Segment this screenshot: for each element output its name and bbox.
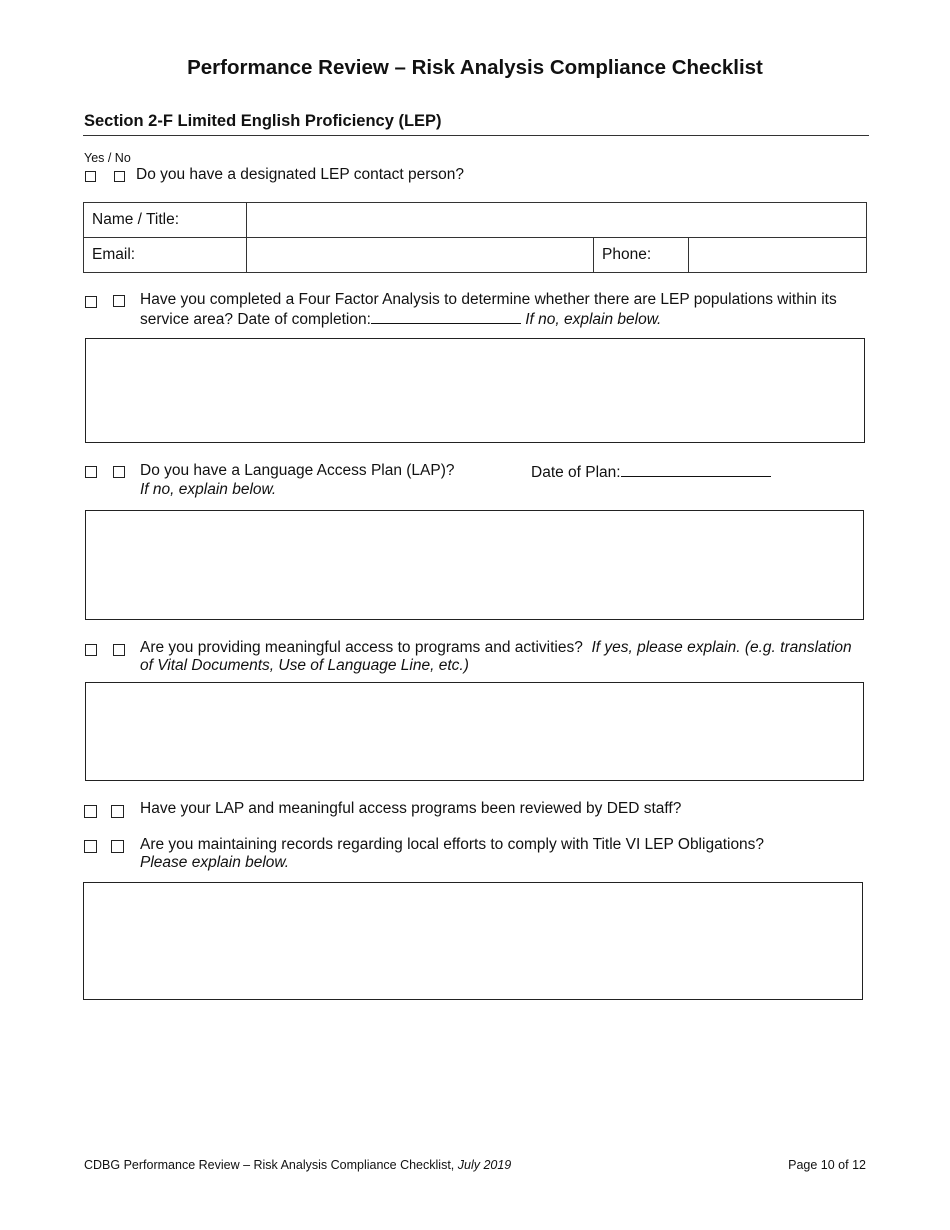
q3-date-label: Date of Plan: [531, 464, 621, 481]
section-divider [83, 135, 869, 136]
q1-question: Do you have a designated LEP contact person? [136, 166, 465, 183]
q5-no-checkbox[interactable] [111, 805, 124, 818]
q2-date-label: service area? Date of completion: [140, 311, 371, 328]
q4-yes-checkbox[interactable] [85, 644, 97, 656]
q6-no-checkbox[interactable] [111, 840, 124, 853]
q4-no-checkbox[interactable] [113, 644, 125, 656]
q6-question: Are you maintaining records regarding local efforts to comply with Title VI LEP Obligations? [140, 836, 765, 853]
q3-question: Do you have a Language Access Plan (LAP)? [140, 462, 455, 479]
q6-explain-box[interactable] [83, 882, 863, 1000]
page-title: Performance Review – Risk Analysis Compliance Checklist [187, 56, 763, 79]
q2-no-checkbox[interactable] [113, 295, 125, 307]
yes-no-label: Yes / No [84, 151, 131, 165]
q3-yes-checkbox[interactable] [85, 466, 97, 478]
q3-no-checkbox[interactable] [113, 466, 125, 478]
phone-field[interactable] [689, 238, 867, 273]
q2-date-line[interactable] [371, 309, 521, 324]
q2-note: If no, explain below. [525, 311, 662, 328]
section-heading: Section 2-F Limited English Proficiency (LEP) [84, 112, 442, 130]
q4-note-line2: of Vital Documents, Use of Language Line, etc.) [140, 657, 469, 674]
name-title-field[interactable] [247, 203, 867, 238]
email-field[interactable] [247, 238, 594, 273]
q4-question-line1 [140, 639, 852, 657]
q1-yes-checkbox[interactable] [85, 171, 96, 182]
phone-label: Phone: [594, 238, 689, 273]
q4-question: Are you providing meaningful access to programs and activities? [140, 639, 583, 656]
q3-date-row [531, 462, 771, 482]
q3-explain-box[interactable] [85, 510, 864, 620]
q5-question: Have your LAP and meaningful access programs been reviewed by DED staff? [140, 800, 682, 817]
q3-date-line[interactable] [621, 462, 771, 477]
footer-doc-title: CDBG Performance Review – Risk Analysis Compliance Checklist, [84, 1158, 455, 1172]
q2-yes-checkbox[interactable] [85, 296, 97, 308]
q4-note-line1: If yes, please explain. (e.g. translation [591, 639, 852, 656]
q4-explain-box[interactable] [85, 682, 864, 781]
footer-date: July 2019 [457, 1158, 512, 1172]
q2-question-line1: Have you completed a Four Factor Analysis to determine whether there are LEP populations within its [140, 291, 837, 308]
q1-no-checkbox[interactable] [114, 171, 125, 182]
email-label: Email: [84, 238, 247, 273]
page-number: Page 10 of 12 [788, 1158, 866, 1172]
q3-note: If no, explain below. [140, 481, 277, 498]
footer-left [84, 1158, 511, 1172]
q6-note: Please explain below. [140, 854, 290, 871]
q5-yes-checkbox[interactable] [84, 805, 97, 818]
q2-question-line2 [140, 309, 661, 329]
q6-yes-checkbox[interactable] [84, 840, 97, 853]
name-title-label: Name / Title: [84, 203, 247, 238]
q2-explain-box[interactable] [85, 338, 865, 443]
contact-table [83, 202, 867, 273]
